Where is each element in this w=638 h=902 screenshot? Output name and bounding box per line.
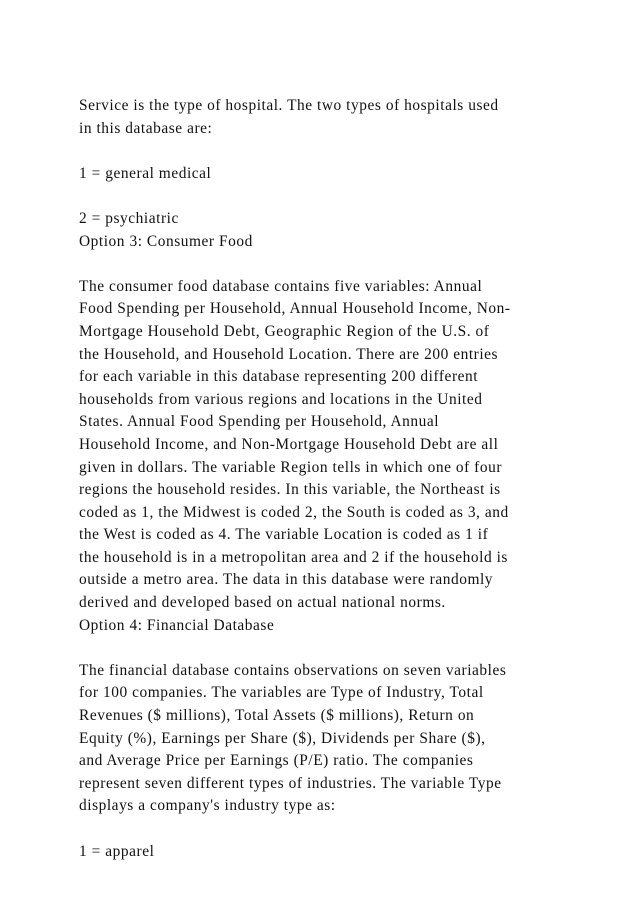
blank-line (79, 818, 579, 841)
text-line: Household Income, and Non-Mortgage Household Debt are all (79, 435, 499, 453)
text-line: displays a company's industry type as: (79, 797, 336, 815)
text-line: households from various regions and locations in the United (79, 390, 483, 408)
text-line: 2 = psychiatric (79, 209, 179, 227)
blank-line (79, 253, 579, 276)
text-line: given in dollars. The variable Region tells in which one of four (79, 458, 503, 476)
text-line: the Household, and Household Location. There are 200 entries (79, 345, 499, 363)
document-body (79, 95, 579, 863)
text-line: in this database are: (79, 119, 213, 137)
text-line: and Average Price per Earnings (P/E) ratio. The companies (79, 752, 474, 770)
blank-line (79, 637, 579, 660)
text-line: regions the household resides. In this variable, the Northeast is (79, 481, 501, 499)
text-line: the West is coded as 4. The variable Location is coded as 1 if (79, 526, 489, 544)
section-heading-option-3: Option 3: Consumer Food (79, 232, 253, 250)
text-line: represent seven different types of industries. The variable Type (79, 774, 502, 792)
text-line: for 100 companies. The variables are Type of Industry, Total (79, 684, 484, 702)
text-line: 1 = general medical (79, 164, 212, 182)
section-heading-option-4: Option 4: Financial Database (79, 616, 275, 634)
text-line: Equity (%), Earnings per Share ($), Dividends per Share ($), (79, 729, 486, 747)
text-line: Food Spending per Household, Annual Household Income, Non- (79, 300, 511, 318)
text-line: Revenues ($ millions), Total Assets ($ millions), Return on (79, 707, 475, 725)
text-line: outside a metro area. The data in this database were randomly (79, 571, 494, 589)
text-line: derived and developed based on actual national norms. (79, 594, 446, 612)
blank-line (79, 185, 579, 208)
text-line: States. Annual Food Spending per Household, Annual (79, 413, 440, 431)
text-line: Mortgage Household Debt, Geographic Region of the U.S. of (79, 322, 490, 340)
text-line: for each variable in this database representing 200 different (79, 368, 479, 386)
text-line: the household is in a metropolitan area and 2 if the household is (79, 548, 508, 566)
text-line: coded as 1, the Midwest is coded 2, the South is coded as 3, and (79, 503, 509, 521)
text-line: The consumer food database contains five variables: Annual (79, 277, 483, 295)
text-line: 1 = apparel (79, 842, 155, 860)
text-line: The financial database contains observations on seven variables (79, 661, 507, 679)
text-line: Service is the type of hospital. The two types of hospitals used (79, 97, 499, 114)
blank-line (79, 140, 579, 163)
